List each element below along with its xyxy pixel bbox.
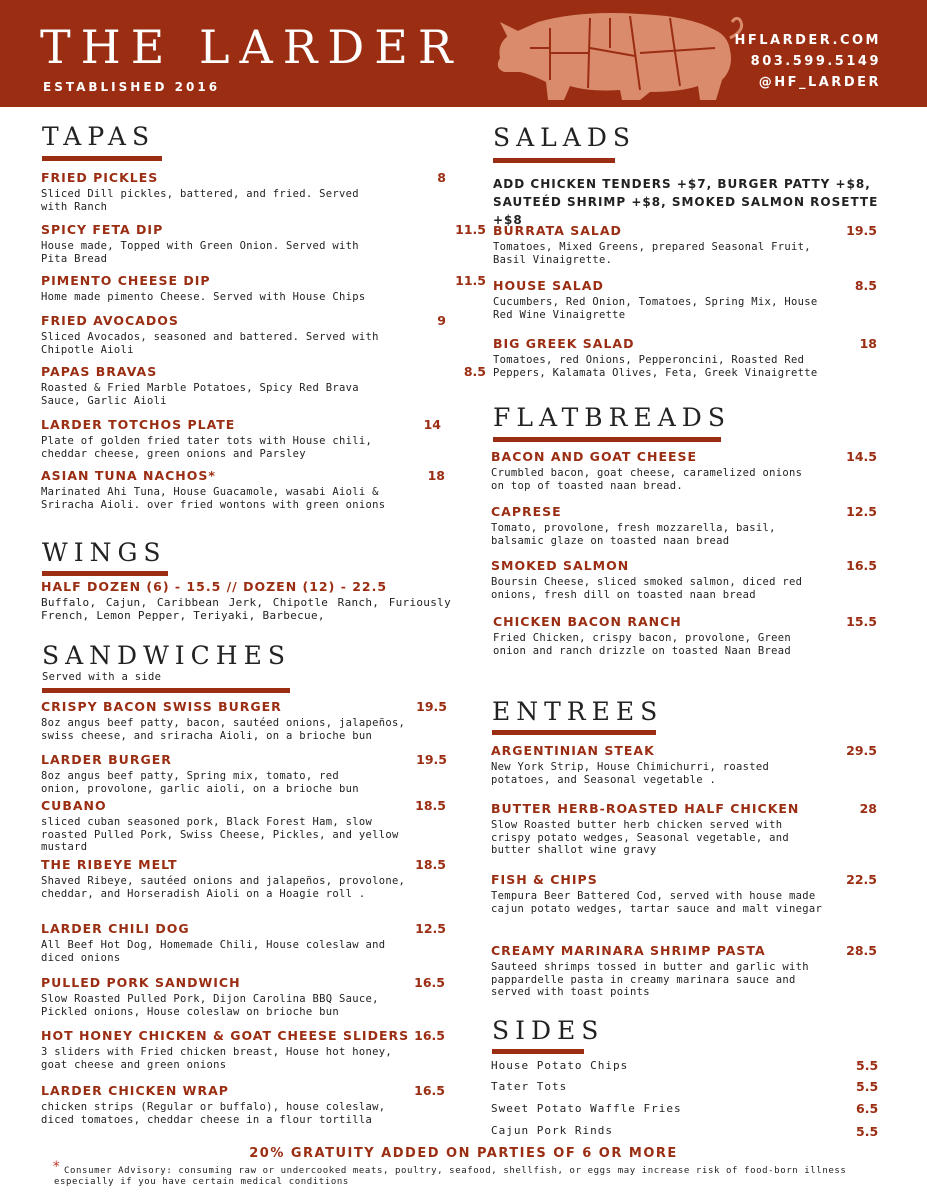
menu-item [491, 943, 883, 999]
item-name: SMOKED SALMON [491, 558, 630, 573]
menu-item [491, 743, 883, 786]
item-description: Sliced Avocados, seasoned and battered. Served with Chipotle Aioli [41, 331, 379, 356]
item-description: Cucumbers, Red Onion, Tomatoes, Spring Mix, House Red Wine Vinaigrette [493, 296, 818, 321]
item-name: HOT HONEY CHICKEN & GOAT CHEESE SLIDERS [41, 1028, 410, 1043]
item-price: 11.5 [455, 222, 486, 237]
item-name: LARDER BURGER [41, 752, 172, 767]
restaurant-name: THE LARDER [40, 20, 463, 74]
item-description: Boursin Cheese, sliced smoked salmon, diced red onions, fresh dill on toasted naan bread [491, 576, 803, 601]
menu-item [493, 614, 883, 657]
menu-item [41, 921, 451, 964]
item-price: 12.5 [846, 504, 877, 519]
item-name: LARDER CHILI DOG [41, 921, 190, 936]
item-description: New York Strip, House Chimichurri, roasted potatoes, and Seasonal vegetable . [491, 761, 770, 786]
item-price: 11.5 [455, 273, 486, 288]
item-description: 8oz angus beef patty, bacon, sautéed onions, jalapeños, swiss cheese, and sriracha Aioli, on a brioche bun [41, 717, 406, 742]
side-item-price: 5.5 [856, 1058, 879, 1073]
consumer-advisory [52, 1159, 884, 1188]
contact-info [734, 30, 881, 93]
section-rule [42, 571, 168, 576]
item-description: 3 sliders with Fried chicken breast, House hot honey, goat cheese and green onions [41, 1046, 392, 1071]
item-name: CAPRESE [491, 504, 562, 519]
item-name: THE RIBEYE MELT [41, 857, 178, 872]
item-price: 19.5 [846, 223, 877, 238]
menu-item [493, 223, 883, 266]
item-price: 19.5 [416, 752, 447, 767]
menu-item [491, 449, 883, 492]
item-price: 14.5 [846, 449, 877, 464]
side-item-price: 5.5 [856, 1079, 879, 1094]
item-description: Marinated Ahi Tuna, House Guacamole, wasabi Aioli & Sriracha Aioli. over fried wontons with green onions [41, 486, 386, 511]
section-title-flatbreads: FLATBREADS [493, 403, 731, 432]
side-item-name: Tater Tots [491, 1080, 568, 1093]
side-item-price: 5.5 [856, 1124, 879, 1139]
menu-item [41, 273, 486, 304]
section-title-wings: WINGS [42, 538, 167, 567]
item-description: 8oz angus beef patty, Spring mix, tomato, red onion, provolone, garlic aioli, on a brioche bun [41, 770, 359, 795]
item-description: Home made pimento Cheese. Served with House Chips [41, 291, 366, 303]
wings-pricing: HALF DOZEN (6) - 15.5 // DOZEN (12) - 22.5 [41, 579, 388, 594]
section-rule [42, 688, 290, 693]
item-description: Sliced Dill pickles, battered, and fried. Served with Ranch [41, 188, 359, 213]
item-price: 8.5 [463, 364, 486, 379]
item-description: Slow Roasted Pulled Pork, Dijon Carolina BBQ Sauce, Pickled onions, House coleslaw on brioche bun [41, 993, 379, 1018]
item-description: Tomatoes, red Onions, Pepperoncini, Roasted Red Peppers, Kalamata Olives, Feta, Greek Vinaigrette [493, 354, 818, 379]
menu-item [41, 222, 486, 265]
item-price: 14 [423, 417, 441, 432]
section-title-tapas: TAPAS [42, 122, 156, 151]
item-price: 28.5 [846, 943, 877, 958]
section-title-salads: SALADS [493, 123, 637, 152]
item-name: LARDER CHICKEN WRAP [41, 1083, 229, 1098]
section-title-sandwiches: SANDWICHES [42, 641, 291, 670]
item-name: CRISPY BACON SWISS BURGER [41, 699, 282, 714]
section-title-sides: SIDES [492, 1016, 605, 1045]
menu-item [41, 1028, 451, 1071]
section-rule [492, 1049, 584, 1054]
item-price: 15.5 [846, 614, 877, 629]
item-name: LARDER TOTCHOS PLATE [41, 417, 236, 432]
item-description: Tomatoes, Mixed Greens, prepared Seasonal Fruit, Basil Vinaigrette. [493, 241, 811, 266]
menu-item [41, 364, 486, 407]
item-description: Roasted & Fried Marble Potatoes, Spicy Red Brava Sauce, Garlic Aioli [41, 382, 359, 407]
item-name: BIG GREEK SALAD [493, 336, 635, 351]
menu-item [41, 798, 451, 854]
item-name: PIMENTO CHEESE DIP [41, 273, 211, 288]
salad-addons: ADD CHICKEN TENDERS +$7, BURGER PATTY +$8, SAUTEÉD SHRIMP +$8, SMOKED SALMON ROSETTE +$8 [493, 177, 879, 227]
advisory-text: Consumer Advisory: consuming raw or undercooked meats, poultry, seafood, shellfish, or eggs may increase risk of food-born illness especially if you have certain medical conditions [54, 1166, 847, 1187]
item-price: 16.5 [846, 558, 877, 573]
wings-info [41, 579, 451, 622]
gratuity-notice: 20% GRATUITY ADDED ON PARTIES OF 6 OR MORE [249, 1146, 678, 1161]
menu-item [41, 170, 451, 213]
item-description: All Beef Hot Dog, Homemade Chili, House coleslaw and diced onions [41, 939, 386, 964]
item-description: Fried Chicken, crispy bacon, provolone, Green onion and ranch drizzle on toasted Naan Bread [493, 632, 791, 657]
section-rule [493, 437, 721, 442]
item-name: PAPAS BRAVAS [41, 364, 158, 379]
item-price: 12.5 [415, 921, 446, 936]
item-description: Tomato, provolone, fresh mozzarella, basil, balsamic glaze on toasted naan bread [491, 522, 776, 547]
item-price: 18 [859, 336, 877, 351]
item-price: 18.5 [415, 857, 446, 872]
item-price: 8 [437, 170, 446, 185]
item-name: CUBANO [41, 798, 107, 813]
website-link[interactable]: HFLARDER.COM [734, 33, 881, 48]
item-name: FRIED PICKLES [41, 170, 159, 185]
section-rule [493, 158, 615, 163]
item-description: sliced cuban seasoned pork, Black Forest Ham, slow roasted Pulled Pork, Swiss Cheese, Pickles, and yellow mustard [41, 816, 399, 853]
section-title-entrees: ENTREES [492, 697, 664, 726]
sandwiches-subtitle: Served with a side [42, 671, 162, 683]
wings-flavors: Buffalo, Cajun, Caribbean Jerk, Chipotle Ranch, Furiously French, Lemon Pepper, Teriyaki, Barbecue, [41, 596, 451, 622]
item-name: FRIED AVOCADOS [41, 313, 179, 328]
item-description: Tempura Beer Battered Cod, served with house made cajun potato wedges, tartar sauce and malt vinegar [491, 890, 823, 915]
asterisk-icon: * [52, 1159, 62, 1175]
item-price: 9 [437, 313, 446, 328]
item-description: Sauteed shrimps tossed in butter and garlic with pappardelle pasta in creamy marinara sauce and served with toast points [491, 961, 809, 998]
established-line: ESTABLISHED 2016 [43, 80, 221, 94]
item-name: BACON AND GOAT CHEESE [491, 449, 698, 464]
menu-item [491, 872, 883, 915]
item-price: 19.5 [416, 699, 447, 714]
item-description: chicken strips (Regular or buffalo), house coleslaw, diced tomatoes, cheddar cheese in a flour tortilla [41, 1101, 386, 1126]
item-name: ASIAN TUNA NACHOS* [41, 468, 216, 483]
side-item-price: 6.5 [856, 1101, 879, 1116]
item-price: 8.5 [854, 278, 877, 293]
item-name: BUTTER HERB-ROASTED HALF CHICKEN [491, 801, 800, 816]
section-rule [42, 156, 162, 161]
menu-header [0, 0, 927, 107]
instagram-handle[interactable]: @HF_LARDER [758, 75, 881, 90]
item-price: 16.5 [414, 1028, 445, 1043]
section-rule [492, 730, 656, 735]
item-description: Plate of golden fried tater tots with House chili, cheddar cheese, green onions and Parsley [41, 435, 373, 460]
menu-item [491, 801, 883, 857]
item-price: 18.5 [415, 798, 446, 813]
item-name: CHICKEN BACON RANCH [493, 614, 682, 629]
item-description: Slow Roasted butter herb chicken served with crispy potato wedges, Seasonal vegetable, and butter shallot wine gravy [491, 819, 789, 856]
menu-item [41, 468, 451, 511]
item-price: 28 [859, 801, 877, 816]
menu-item [493, 278, 883, 321]
item-name: CREAMY MARINARA SHRIMP PASTA [491, 943, 766, 958]
item-price: 22.5 [846, 872, 877, 887]
item-description: Shaved Ribeye, sautéed onions and jalapeños, provolone, cheddar, and Horseradish Aioli on a Hoagie roll . [41, 875, 406, 900]
item-name: SPICY FETA DIP [41, 222, 164, 237]
menu-item [41, 699, 451, 742]
menu-item [41, 313, 451, 356]
menu-item [41, 417, 451, 460]
item-price: 29.5 [846, 743, 877, 758]
menu-item [41, 1083, 451, 1126]
side-item-name: Sweet Potato Waffle Fries [491, 1102, 682, 1115]
side-item-name: Cajun Pork Rinds [491, 1124, 613, 1137]
menu-item [41, 857, 451, 900]
menu-item [41, 975, 451, 1018]
item-name: HOUSE SALAD [493, 278, 604, 293]
item-description: Crumbled bacon, goat cheese, caramelized onions on top of toasted naan bread. [491, 467, 803, 492]
item-price: 18 [427, 468, 445, 483]
item-description: House made, Topped with Green Onion. Served with Pita Bread [41, 240, 359, 265]
menu-item [493, 336, 883, 379]
pig-logo-icon [490, 8, 750, 104]
menu-item [41, 752, 451, 795]
item-price: 16.5 [414, 1083, 445, 1098]
menu-item [491, 558, 883, 601]
item-name: ARGENTINIAN STEAK [491, 743, 655, 758]
item-price: 16.5 [414, 975, 445, 990]
menu-item [491, 504, 883, 547]
phone-number[interactable]: 803.599.5149 [750, 54, 881, 69]
side-item-name: House Potato Chips [491, 1059, 629, 1072]
item-name: BURRATA SALAD [493, 223, 622, 238]
item-name: FISH & CHIPS [491, 872, 598, 887]
item-name: PULLED PORK SANDWICH [41, 975, 241, 990]
